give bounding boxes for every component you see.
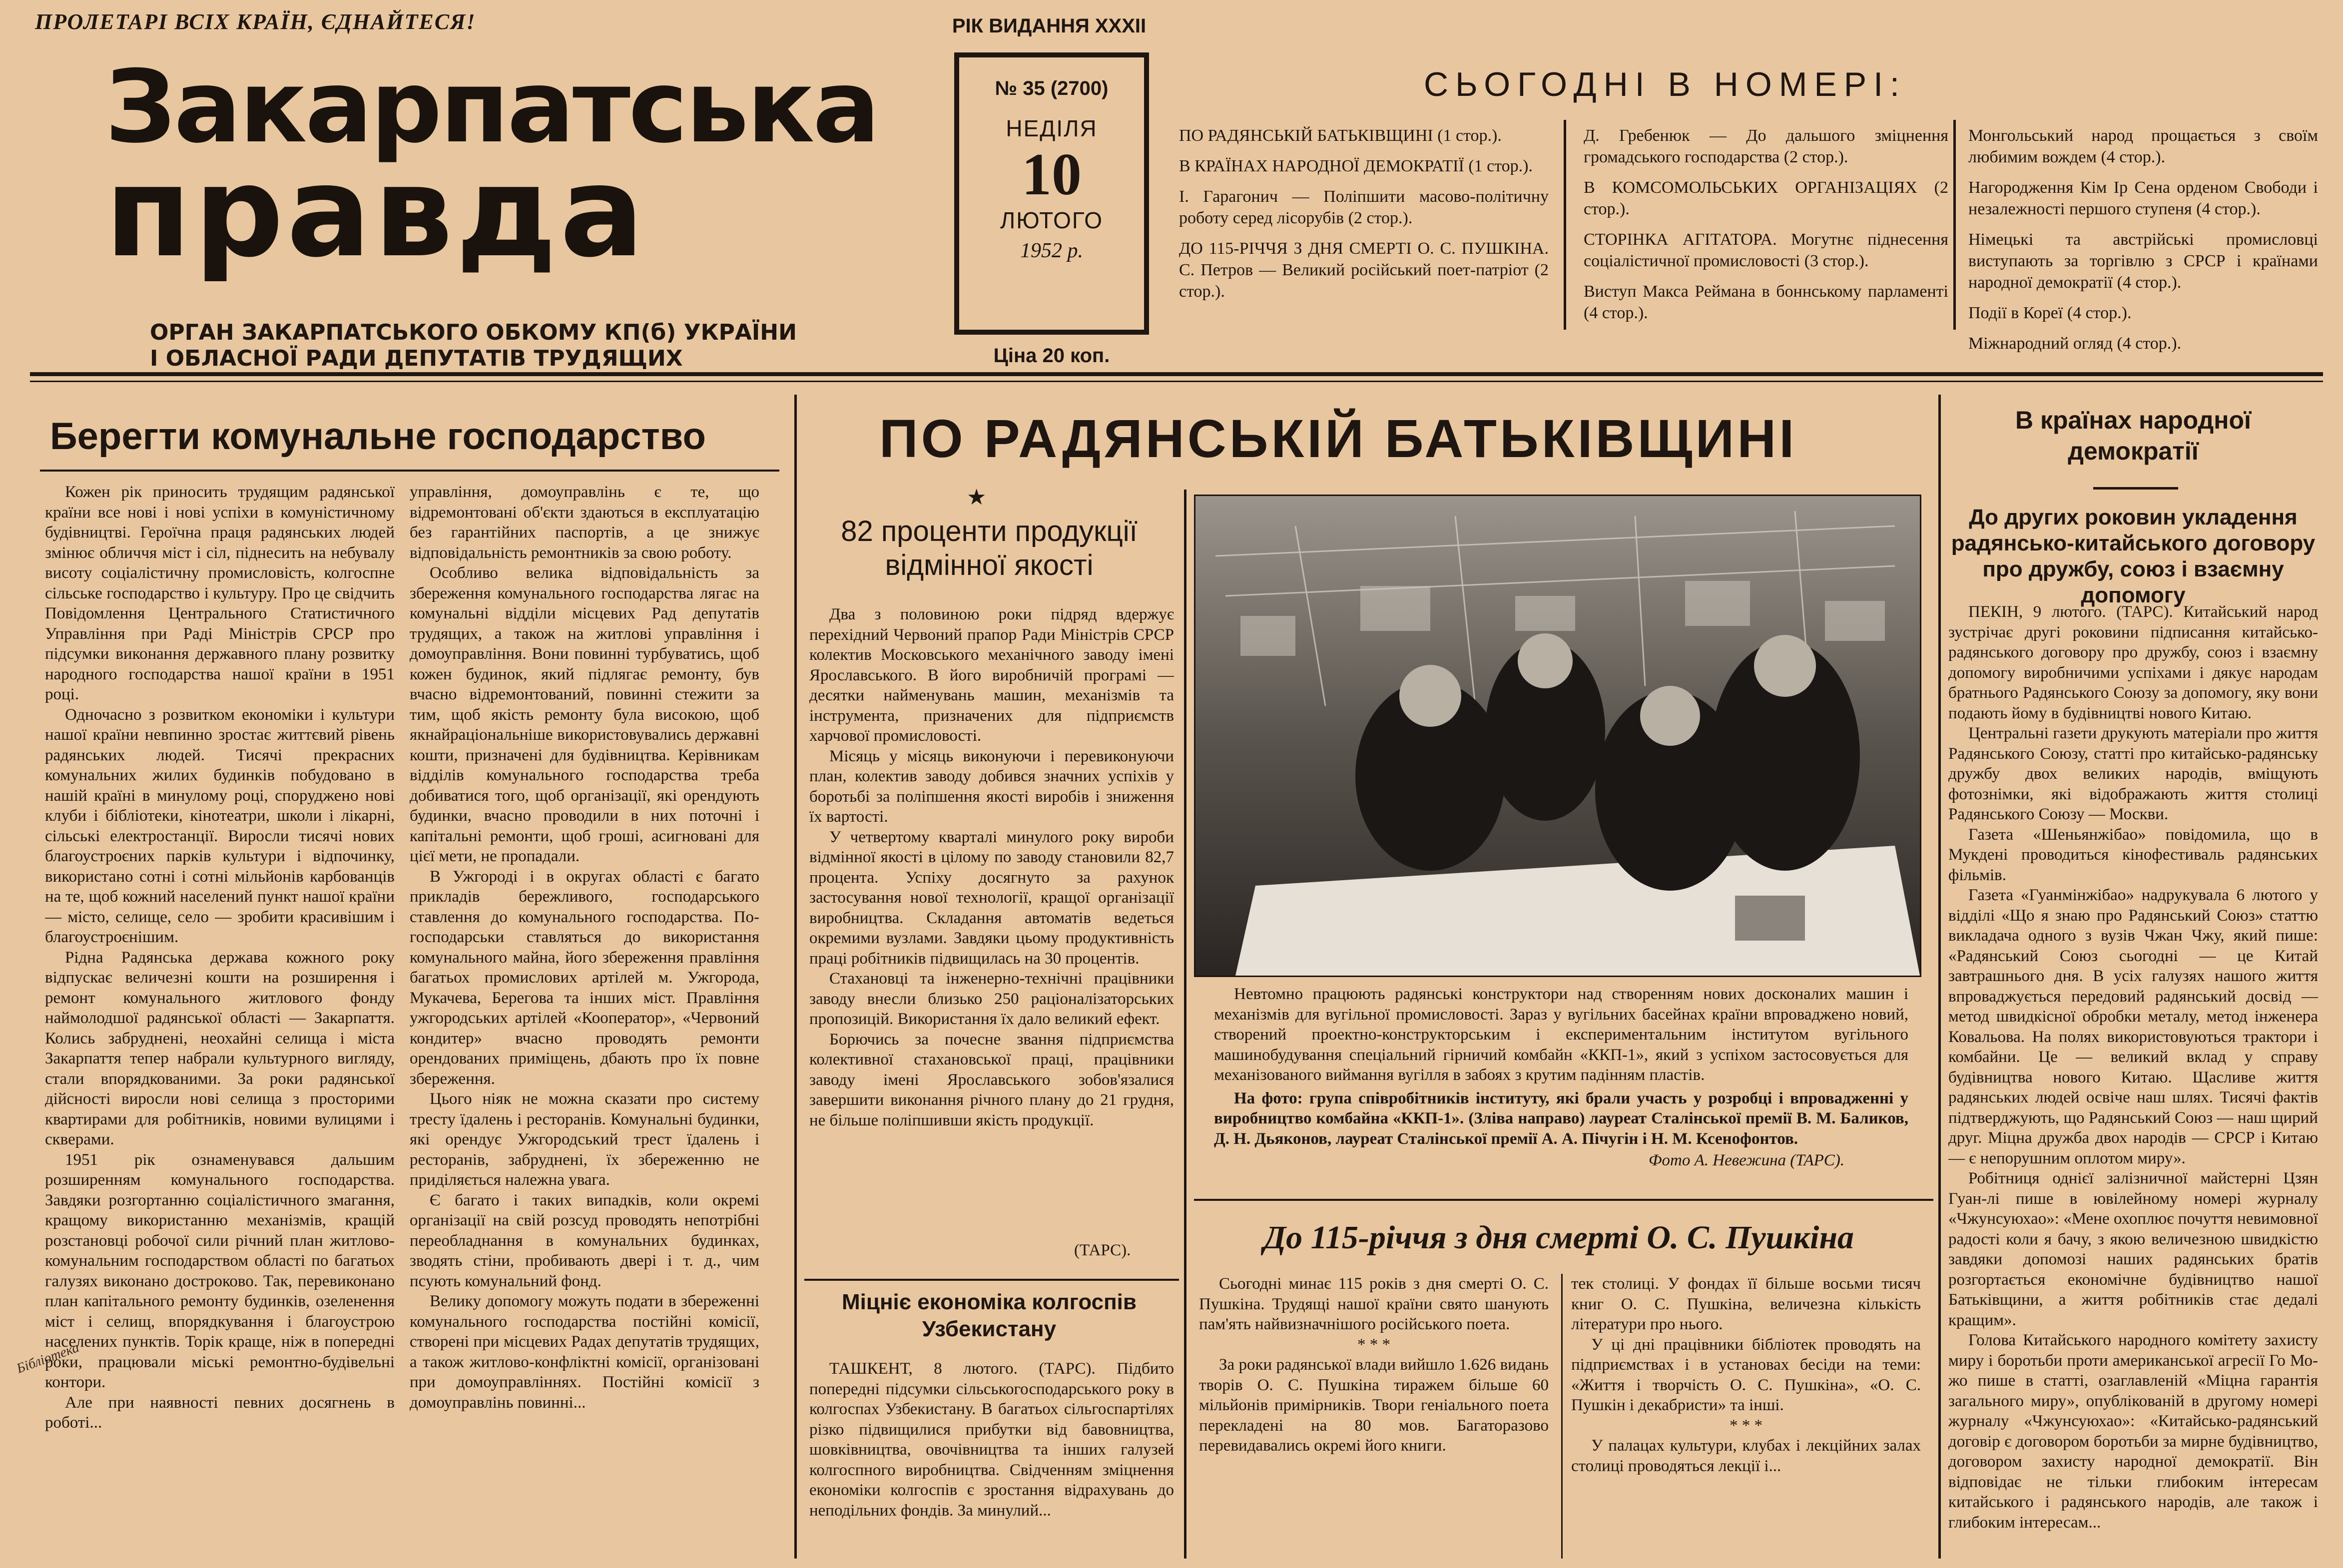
article-communal-col-1 [45, 482, 395, 1561]
paragraph: Є багато і таких випадків, коли окремі організації на свій розсуд проводять непотрібні переобладнання в комунальних будинках, зводять стіни, пробивають двері і т. д., чим псують комунальний фонд. [410, 1191, 759, 1290]
contents-heading: СЬОГОДНІ В НОМЕРІ: [1424, 65, 1906, 103]
header-rule-thin [30, 381, 2323, 382]
contents-item[interactable]: І. Гарагонич — Поліпшити масово-політичну роботу серед лісорубів (2 стор.). [1179, 187, 1549, 227]
contents-item[interactable]: ПО РАДЯНСЬКІЙ БАТЬКІВЩИНІ (1 стор.). [1179, 126, 1502, 145]
organ-line-1: ОРГАН ЗАКАРПАТСЬКОГО ОБКОМУ КП(б) УКРАЇНИ [150, 320, 797, 345]
contents-item[interactable]: В КРАЇНАХ НАРОДНОЇ ДЕМОКРАТІЇ (1 стор.). [1179, 157, 1533, 175]
contents-item[interactable]: Нагородження Кім Ір Сена орденом Свободи і незалежності першого ступеня (4 стор.). [1968, 178, 2318, 218]
contents-item[interactable]: Події в Кореї (4 стор.). [1968, 304, 2132, 322]
pushkin-headline[interactable]: До 115-річчя з дня смерті О. С. Пушкіна [1263, 1219, 1854, 1256]
column-divider [1938, 395, 1941, 1559]
contents-item[interactable]: В КОМСОМОЛЬСЬКИХ ОРГАНІЗАЦІЯХ (2 стор.). [1584, 178, 1948, 218]
caption-paragraph: На фото: група співробітників інституту, які брали участь у розробці і впровадженні у виробництво комбайна «ККП-1». (Зліва направо) лауреат Сталінської премії В. М. Баликов, Д. Н. Дьяконов, лауреат Сталінської премії А. А. Пічугін і Н. М. Ксенофонтов. [1214, 1089, 1908, 1148]
paragraph: ПЕКІН, 9 лютого. (ТАРС). Китайський народ зустрічає другі роковини підписання китайсько-радянського договору про дружбу, союз і взаємну допомогу виробничими успіхами і дякує народам братнього Радянського Союзу за допомогу, яку вони подають йому в будівництві нового Китаю. [1948, 603, 2318, 722]
column-divider [1564, 120, 1566, 330]
paragraph: * * * [1357, 1335, 1390, 1354]
party-motto: ПРОЛЕТАРІ ВСІХ КРАЇН, ЄДНАЙТЕСЯ! [35, 9, 476, 34]
article-rule [804, 1279, 1179, 1281]
header-rule [30, 372, 2323, 376]
issue-year: 1952 р. [1020, 239, 1083, 262]
paragraph: управління, домоуправлінь є те, що відремонтовані об'єкти здаються в експлуатацію без гарантійних паспортів, а це знижує відповідальність ремонтників за свою роботу. [410, 483, 759, 562]
star-icon: ★ [967, 485, 987, 510]
paragraph: Кожен рік приносить трудящим радянської країни все нові і нові успіхи в комуністичному будівництві. Героїчна праця радянських людей змінює обличчя міст і сіл, піднесить на небувалу висоту соціалістичну промисловість, колгоспне сільське господарство і культуру. Про це свідчить Повідомлення Центрального Статистичного Управління при Раді Міністрів СРСР про підсумки виконання державного плану розвитку народного господарства нашої країни в 1951 році. [45, 483, 395, 703]
contents-item[interactable]: СТОРІНКА АГІТАТОРА. Могутнє піднесення соціалістичної промисловості (3 стор.). [1584, 230, 1948, 270]
contents-item[interactable]: Д. Гребенюк — До дальшого зміцнення громадського господарства (2 стор.). [1584, 126, 1948, 166]
pushkin-col-2 [1571, 1274, 1921, 1559]
library-stamp: Бібліотека [14, 1339, 81, 1377]
paragraph: Сьогодні минає 115 років з дня смерті О. С. Пушкіна. Трудящі нашої країни свято шанують пам'ять найвизначнішого російського поета. [1199, 1275, 1549, 1333]
column-divider [1953, 120, 1956, 330]
article-communal-col-2 [410, 482, 759, 1561]
paragraph: Особливо велика відповідальність за збереження комунального господарства лягає на комунальні відділи місцевих Рад депутатів трудящих, а також на житлові управління і домоуправління. Вони повинні турбуватись, щоб кожен будинок, який підлягає ремонту, був вчасно відремонтований, повинні стежити за тим, щоб якість ремонту була високою, щоб якнайраціональніше використовувались державні кошти, призначені для будівництва. Керівникам відділів комунального господарства треба добиватися того, щоб організації, які орендують будинки, вчасно проводили в них поточні і капітальні ремонти, щоб гроші, асигновані для цієї мети, не пропадали. [410, 564, 759, 865]
article-rule [1194, 1199, 1933, 1201]
subheadline-82-percent[interactable] [799, 515, 1179, 582]
paragraph: 1951 рік ознаменувався дальшим розширенням комунального господарства. Завдяки розгортанню соціалістичного змагання, кращому використанню механізмів, кращій розстановці робочої сили річний план житлово-комунальним господарством області по багатьох галузях виконано достроково. Так, перевиконано план капітального ремонту будинків, озеленення міст і селищ, впорядкування і благоустрою населених пунктів. Торік краще, ніж в попередні роки, працювали міські ремонтно-будівельні контори. [45, 1150, 395, 1391]
organ-line-2: І ОБЛАСНОЇ РАДИ ДЕПУТАТІВ ТРУДЯЩИХ [150, 346, 683, 371]
section-headline-line: В країнах народної [2015, 406, 2252, 434]
paragraph: Газета «Гуанмінжібао» надрукувала 6 лютого у відділі «Що я знаю про Радянський Союз» статтю викладача одного з вузів Чжан Чжу, який пише: «Радянський Союз сьогодні — це Китай завтрашнього дня. В усіх галузях нашого життя впроваджується передовий радянський досвід — метод швидкісної обробки металу, метод інженера Ковальова. На полях використовуються трактори і комбайни. Це — великий вклад у справу будівництва нового Китаю. Щасливе життя радянських людей освіче наш шлях. Тисячі фактів підтверджують, що Радянський Союз — наш щирий друг. Міцна дружба двох народів — СРСР і Китаю — є непорушним оплотом миру». [1948, 886, 2318, 1167]
column-divider [1184, 490, 1186, 1559]
photo-illustration [1195, 496, 1920, 976]
paragraph: У палацах культури, клубах і лекційних залах столиці проводяться лекції і... [1571, 1437, 1921, 1475]
contents-item[interactable]: Міжнародний огляд (4 стор.). [1968, 334, 2182, 353]
short-rule [2093, 487, 2178, 490]
issue-day: 10 [1022, 141, 1082, 207]
contents-column-2 [1584, 125, 1948, 333]
organ-subtitle [150, 320, 799, 372]
article-82-percent [809, 604, 1174, 1239]
paragraph: Місяць у місяць виконуючи і перевиконуючи план, колектив заводу добився значних успіхів у боротьбі за поліпшення якості виробів і зниження їх вартості. [809, 747, 1174, 826]
paragraph: ТАШКЕНТ, 8 лютого. (ТАРС). Підбито попередні підсумки сільськогосподарського року в колгоспах Узбекистану. В багатьох сільгоспартілях різко підвищилися прибутки від бавовництва, шовківництва, овочівництва та інших галузей колгоспного виробництва. Свідченням зміцнення економіки колгоспів є зростання відрахувань до неподільних фондів. За минулий... [809, 1360, 1174, 1520]
paragraph: Велику допомогу можуть подати в збереженні комунального господарства постійні комісії, створені при місцевих Радах депутатів трудящих, а також житлово-конфліктні комісії, організовані при домоуправліннях. Постійні комісії з домоуправлінь повинні... [410, 1292, 759, 1412]
paragraph: Одночасно з розвитком економіки і культури нашої країни невпинно зростає життєвий рівень радянських людей. Тисячі прекрасних комунальних жилих будинків побудовано в нашій країні в минулому році, споруджено нові клуби і бібліотеки, кінотеатри, школи і лікарні, сільські електростанції. Виросли тисячі нових благоустроєних парків культури і відпочинку, використано сотні і сотні мільйонів карбованців на те, щоб кожний населений пункт нашої країни — місто, селище, село — зробити красивішим і благоустроєнішим. [45, 705, 395, 946]
treaty-article [1948, 602, 2318, 1559]
masthead-line-2: правда [105, 139, 647, 285]
issue-month: ЛЮТОГО [1000, 207, 1103, 233]
contents-column-1 [1179, 125, 1549, 311]
article-rule [40, 470, 779, 472]
section-headline-line: демократії [2068, 437, 2199, 465]
paragraph: В Ужгороді і в округах області є багато прикладів бережливого, господарського ставлення до комунального господарства. По-господарськи ставляться до використання комунального майна, його збереження правління багатьох промислових артілей м. Ужгорода, Мукачева, Берегова та інших міст. Правління ужгородських артілей «Кооператор», «Червоний кондитер» вчасно проводять ремонти орендованих приміщень, дбають про їх повне збереження. [410, 867, 759, 1088]
contents-item[interactable]: ДО 115-РІЧЧЯ З ДНЯ СМЕРТІ О. С. ПУШКІНА. С. Петров — Великий російський поет-патріот (2 стор.). [1179, 239, 1549, 301]
paragraph: тек столиці. У фондах її більше восьми тисяч книг О. С. Пушкіна, величезна кількість літератури про нього. [1571, 1275, 1921, 1333]
contents-item[interactable]: Монгольський народ прощається з своїм любимим вождем (4 стор.). [1968, 126, 2318, 166]
article-headline-communal[interactable]: Берегти комунальне господарство [50, 415, 706, 458]
paragraph: Борючись за почесне звання підприємства колективної стахановської праці, працівники заводу імені Ярославського зобов'язалися завершити виконання річного плану до 21 грудня, не більше поліпшивши якість продукції. [809, 1030, 1174, 1129]
section-headline-people-democracies[interactable] [1948, 405, 2318, 467]
subheadline-uzbekistan[interactable]: Міцніє економіка колгоспів Узбекистану [842, 1290, 1137, 1341]
photo-credit: Фото А. Невежина (ТАРС). [1649, 1151, 1845, 1169]
subheadline-line: відмінної якості [885, 549, 1094, 581]
newspaper-masthead [105, 49, 878, 285]
section-headline-soviet[interactable]: ПО РАДЯНСЬКІЙ БАТЬКІВЩИНІ [879, 408, 1797, 469]
paragraph: * * * [1730, 1416, 1762, 1435]
tars-signoff: (ТАРС). [1074, 1241, 1131, 1259]
paragraph: Голова Китайського народного комітету захисту миру і боротьби проти американської агресії Го Мо-жо пише в статті, озаглавленій «Міцна гарантія загального миру», опублікованій в другому номері журналу «Чжунсуюхао»: «Китайсько-радянський договір є договором боротьби за мирне будівництво, договором захисту народної демократії. Він відповідає не тільки глибоким інтересам китайського і радянського народів, але також і глибоким інтересам... [1948, 1331, 2318, 1532]
subheadline-line: 82 проценти продукції [841, 515, 1138, 547]
year-of-publication: РІК ВИДАННЯ XXXII [952, 15, 1147, 37]
pushkin-col-1 [1199, 1274, 1549, 1559]
article-uzbekistan [809, 1359, 1174, 1559]
paragraph: Стахановці та інженерно-технічні працівники заводу внесли близько 250 раціоналізаторських пропозицій. Використання їх дало великий ефект. [809, 970, 1174, 1028]
contents-column-3 [1968, 125, 2318, 363]
column-divider [1561, 1274, 1563, 1559]
paragraph: Але при наявності певних досягнень в роботі... [45, 1393, 395, 1432]
paragraph: У четвертому кварталі минулого року вироби відмінної якості в цілому по заводу становили 82,7 процента. Успіху досягнуто за рахунок застосування нової технології, кращої організації виробництва. Складання автоматів ведеться окремими вузлами. Завдяки цьому продуктивність праці робітників підвищилась на 30 процентів. [809, 828, 1174, 968]
issue-number: № 35 (2700) [995, 77, 1109, 99]
paragraph: Робітниця однієї залізничної майстерні Цзян Гуан-лі пише в ювілейному номері журналу «Чжунсуюхао»: «Мене охоплює почуття невимовної радості коли я бачу, з якою величезною швидкістю завдяки допомозі наших радянських братів розгортається економічне будівництво нашої Батьківщини, а життя робітників стає дедалі кращим». [1948, 1169, 2318, 1329]
photo-caption [1214, 984, 1908, 1152]
contents-item[interactable]: Німецькі та австрійські промисловці виступають за торгівлю з СРСР і країнами народної демократії (4 стор.). [1968, 230, 2318, 292]
engineers-photo [1194, 495, 1921, 977]
paragraph: Рідна Радянська держава кожного року відпускає величезні кошти на розширення і ремонт комунального житлового фонду наймолодшої радянської області — Закарпаття. Колись забруднені, неохайні селища і міста Закарпаття тепер набрали культурного вигляду, стали впорядкованими. За роки радянської дійсності виросли нові селища з просторими квартирами для робітників, новими вулицями і скверами. [45, 948, 395, 1148]
caption-paragraph: Невтомно працюють радянські конструктори над створенням нових досконалих машин і механізмів для вугільної промисловості. Зараз у вугільних басейнах країни впроваджено новий, створений проектно-конструкторським і експериментальним інститутом вугільного машинобудування спеціальний гірничий комбайн «ККП-1», який з успіхом застосовується для механізованого виймання вугілля в забоях з крутим падінням пластів. [1214, 985, 1908, 1084]
paragraph: Цього ніяк не можна сказати про систему тресту їдалень і ресторанів. Комунальні будинки, які орендує Ужгородський трест їдалень і ресторанів, забруднені, їх збереженню не приділяється належна увага. [410, 1090, 759, 1189]
paragraph: Два з половиною роки підряд вдержує перехідний Червоний прапор Ради Міністрів СРСР колектив Московського механічного заводу імені Ярославського. В його виробничій програмі — десятки найменувань машин, механізмів та інструмента, призначених для підприємств харчової промисловості. [809, 605, 1174, 745]
paragraph: Газета «Шеньянжібао» повідомила, що в Мукдені проводиться кінофестиваль радянських фільмів. [1948, 825, 2318, 884]
paragraph: За роки радянської влади вийшло 1.626 видань творів О. С. Пушкіна тиражем більше 60 мільйонів примірників. Твори геніального поета перекладені на 80 мов. Багаторазово перевидавались окремі його книги. [1199, 1356, 1549, 1455]
column-divider [794, 395, 797, 1559]
issue-price: Ціна 20 коп. [993, 345, 1110, 367]
issue-weekday: НЕДІЛЯ [1006, 115, 1098, 141]
masthead-line-1: Закарпатська [105, 49, 878, 165]
contents-item[interactable]: Виступ Макса Реймана в боннському парламенті (4 стор.). [1584, 282, 1948, 322]
paragraph: Центральні газети друкують матеріали про життя Радянського Союзу, статті про китайсько-радянську дружбу двох великих народів, вміщують фотознімки, які відображають життя столиці Радянського Союзу — Москви. [1948, 724, 2318, 823]
treaty-anniversary-headline[interactable]: До других роковин укладення радянсько-китайського договору про дружбу, союз і взаємну допомогу [1951, 505, 2316, 607]
paragraph: У ці дні працівники бібліотек проводять на підприємствах і в установах бесіди на теми: «Життя і творчість О. С. Пушкіна», «О. С. Пушкін і декабристи» та інші. [1571, 1335, 1921, 1414]
issue-box [954, 52, 1149, 335]
